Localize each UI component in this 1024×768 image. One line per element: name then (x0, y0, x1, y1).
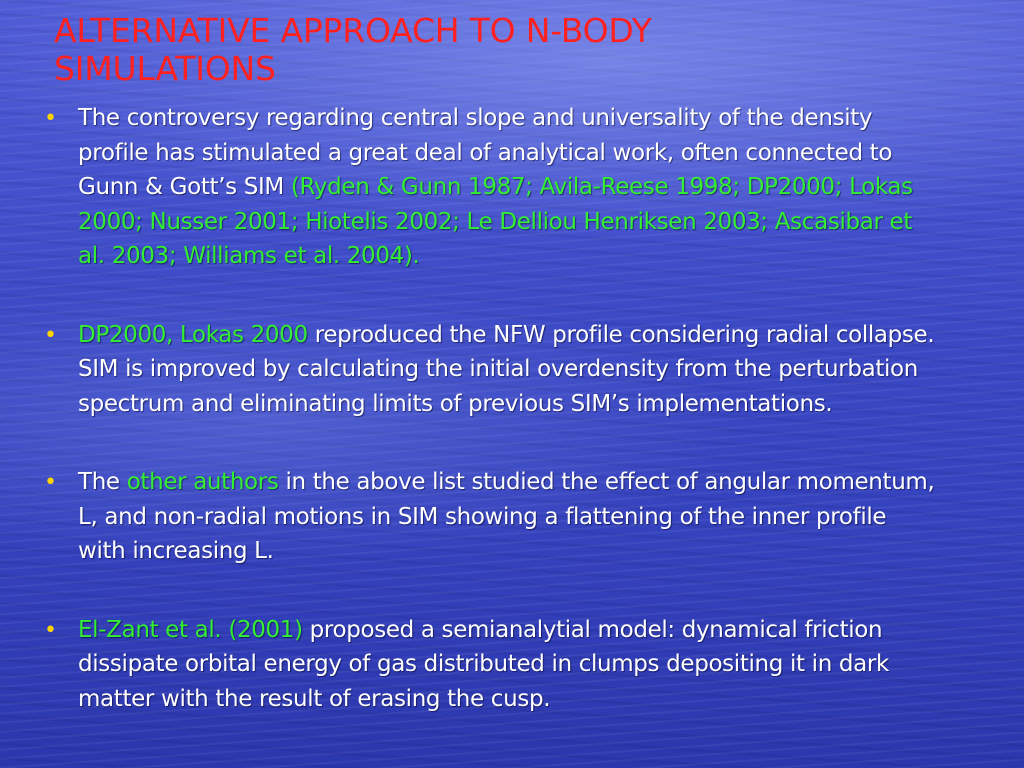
highlight-text: other authors (126, 469, 279, 495)
citation-text: El-Zant et al. (2001) (78, 616, 303, 643)
bullet-text: The (78, 469, 127, 495)
citation-text: DP2000, Lokas 2000 (78, 321, 308, 348)
bullet-text: proposed a semianalytial model: dynamical friction dissipate orbital energy of gas distributed in clumps depositing it in dark matter with the result of erasing the cusp. (78, 616, 889, 712)
citation-text: (Ryden & Gunn 1987; Avila-Reese 1998; DP2000; Lokas 2000; Nusser 2001; Hiotelis 2002; Le Delliou Henriksen 2003; Ascasibar et al. 2003; Williams et al. 2004). (78, 174, 913, 269)
bullet-item (40, 613, 940, 717)
bullet-dot-icon: • (44, 470, 57, 495)
bullet-dot-icon: • (44, 617, 57, 643)
bullet-list (40, 101, 940, 716)
bullet-text: The controversy regarding central slope and universality of the density profile has stimulated a great deal of analytical work, often connected to Gunn & Gott’s SIM (78, 105, 893, 200)
bullet-item (40, 465, 940, 569)
bullet-dot-icon: • (44, 322, 57, 348)
bullet-item (40, 101, 940, 274)
bullet-item (40, 318, 940, 422)
bullet-text: reproduced the NFW profile considering radial collapse. SIM is improved by calculating the initial overdensity from the perturbation spectrum and eliminating limits of previous SIM’s implementations. (78, 321, 935, 417)
bullet-dot-icon: • (44, 106, 57, 131)
bullet-text: in the above list studied the effect of angular momentum, L, and non-radial motions in SIM showing a flattening of the inner profile with increasing L. (78, 469, 935, 564)
slide-title: ALTERNATIVE APPROACH TO N-BODY SIMULATIONS (54, 11, 652, 88)
